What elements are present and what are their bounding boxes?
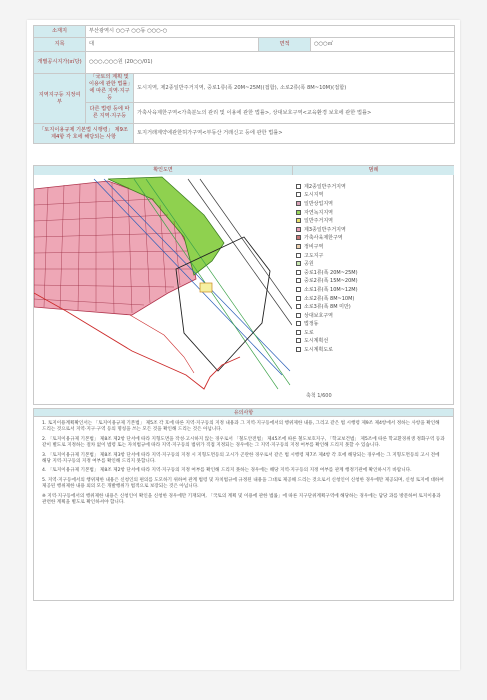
legend-label: 고도지구 (304, 252, 324, 259)
legend-label: 중로2류(폭 15M~20M) (304, 278, 358, 285)
legend-swatch (296, 278, 301, 283)
legend-swatch (296, 244, 301, 249)
legend-item (296, 320, 451, 329)
legend-item (296, 294, 451, 303)
land-info-table (33, 25, 455, 144)
legend-item (296, 199, 451, 208)
legend-item (296, 268, 451, 277)
map-section (33, 165, 454, 405)
legend-swatch (296, 270, 301, 275)
legend-swatch (296, 192, 301, 197)
legend-swatch (296, 201, 301, 206)
legend-swatch (296, 347, 301, 352)
legend-label: 소로3류(폭 8M 미만) (304, 304, 351, 311)
use-sub2-label: 다른 법령 등에 따른 지역·지구등 (86, 103, 134, 124)
note-paragraph: 3. 「토지이용규제 기본법」 제8조 제3항 단서에 따라 지역·지구등의 지정 시 지형도면등의 고시가 곤란한 경우로서 같은 법 시행령 제7조 제4항 각 호에 해당되는 경우에는 그 지형도면등의 고시 전에 해당 지역·지구등의 지정 여부를 확인해 드리지 못합니다. (42, 452, 440, 465)
legend-item (296, 311, 451, 320)
legend-label: 도시지역 (304, 192, 324, 199)
location-value: 부산광역시 ○○구 ○○동 ○○○-○ (86, 26, 455, 38)
regulation-label: 「토지이용규제 기본법 시행령」 제9조 제4항 각 호에 해당되는 사항 (34, 124, 134, 144)
cadastral-map (34, 175, 292, 404)
legend-swatch (296, 253, 301, 258)
area-label: 면적 (259, 38, 311, 52)
legend-item (296, 182, 451, 191)
location-label: 소재지 (34, 26, 86, 38)
legend-swatch (296, 210, 301, 215)
notes-section (33, 417, 454, 601)
price-label: 개별공시지가(㎡당) (34, 52, 86, 74)
legend-swatch (296, 313, 301, 318)
legend-item (296, 277, 451, 286)
legend-label: 도로 (304, 329, 314, 336)
note-paragraph: 1. 토지이용계획확인서는 「토지이용규제 기본법」 제5조 각 호에 따른 지역·지구등의 지정 내용과 그 지역·지구등에서의 행위제한 내용, 그리고 같은 법 시행령 제9조 제4항에서 정하는 사항을 확인해 드리는 것으로서 지역·지구·구역 등의 명칭을 쓰는 모든 것을 확인해 드리는 것은 아닙니다. (42, 421, 440, 433)
use-sub2-value: 가축사육제한구역<가축분뇨의 관리 및 이용에 관한 법률>, 상대보호구역<교육환경 보호에 관한 법률> (134, 103, 455, 124)
legend-label: 소로1류(폭 10M~12M) (304, 286, 358, 293)
legend-item (296, 234, 451, 243)
map-scale: 축척 1/600 (306, 393, 332, 399)
legend-item (296, 285, 451, 294)
legend-label: 제2종일반주거지역 (304, 183, 346, 190)
price-value: ○○○,○○○원 (20○○/01) (86, 52, 455, 74)
legend-item (296, 208, 451, 217)
legend (296, 182, 451, 354)
legend-swatch (296, 304, 301, 309)
legend-label: 도시계획선 (304, 338, 329, 345)
legend-item (296, 259, 451, 268)
legend-label: 일반주거지역 (304, 218, 333, 225)
legend-swatch (296, 227, 301, 232)
map-title: 확인도면 (34, 166, 292, 175)
document-sheet (27, 20, 460, 670)
use-sub1-label: 「국토의 계획 및 이용에 관한 법률」에 따른 지역·지구등 (86, 74, 134, 103)
legend-item (296, 328, 451, 337)
legend-swatch (296, 218, 301, 223)
legend-label: 상대보호구역 (304, 312, 333, 319)
legend-swatch (296, 296, 301, 301)
note-paragraph: ※ 지역·지구등에서의 행위제한 내용은 신청인이 확인을 신청한 경우에만 기재되며, 「국토의 계획 및 이용에 관한 법률」에 따른 지구단위계획구역에 해당하는 경우에는 담당 과를 방문하여 토지이용과 관련한 계획을 별도로 확인하셔야 합니다. (42, 493, 441, 506)
legend-item (296, 345, 451, 354)
note-paragraph: 2. 「토지이용규제 기본법」 제8조 제2항 단서에 따라 지형도면을 작성·고시하지 않는 경우로서 「철도안전법」 제45조에 따른 철도보호지구, 「학교보건법」 제5조에 따른 학교환경위생 정화구역 등과 같이 별도로 지정하는 절차 없이 법령 또는 자치법규에 따라 지역·지구등의 범위가 직접 지정되는 경우에는 그 지역·지구등의 지정 여부를 확인해 드리지 못할 수 있습니다. (42, 436, 445, 449)
legend-label: 중로1류(폭 20M~25M) (304, 269, 358, 276)
legend-swatch (296, 261, 301, 266)
legend-swatch (296, 287, 301, 292)
legend-swatch (296, 184, 301, 189)
legend-label: 법정동 (304, 321, 319, 328)
legend-item (296, 337, 451, 346)
legend-label: 가축사육제한구역 (304, 235, 343, 242)
notes-title: 유의사항 (33, 408, 454, 417)
legend-swatch (296, 235, 301, 240)
legend-label: 공원 (304, 261, 314, 268)
legend-label: 일반상업지역 (304, 200, 333, 207)
legend-title: 범례 (292, 166, 454, 175)
legend-item (296, 191, 451, 200)
note-paragraph: 4. 「토지이용규제 기본법」 제8조 제2항 단서에 따라 지역·지구등의 지정 여부를 확인해 드리지 못하는 경우에는 해당 지역·지구등의 지정 여부를 관계 행정기관에 확인하시기 바랍니다. (42, 468, 412, 474)
legend-item (296, 242, 451, 251)
legend-label: 자연녹지지역 (304, 209, 333, 216)
legend-swatch (296, 330, 301, 335)
legend-label: 제3종일반주거지역 (304, 226, 346, 233)
jimok-label: 지목 (34, 38, 86, 52)
legend-item (296, 216, 451, 225)
note-paragraph: 5. 지역·지구등에서의 행위제한 내용은 신청인의 편의를 도모하기 위하여 관계 법령 및 자치법규에 규정된 내용을 그대로 제공해 드리는 것으로서 신청인이 신청한 경우에만 제공되며, 신청 토지에 대하여 제공된 행위제한 내용 외의 모든 개발행위가 법적으로 보장되는 것은 아닙니다. (42, 477, 444, 490)
legend-item (296, 302, 451, 311)
jimok-value: 대 (86, 38, 259, 52)
legend-swatch (296, 321, 301, 326)
legend-label: 정비구역 (304, 243, 324, 250)
legend-label: 소로2류(폭 8M~10M) (304, 295, 355, 302)
subject-lot (200, 283, 212, 292)
legend-swatch (296, 338, 301, 343)
legend-label: 도시계획도로 (304, 347, 333, 354)
use-sub1-value: 도시지역, 제2종일반주거지역, 중로1류(폭 20M~25M)(접합), 소로2류(폭 8M~10M)(접합) (134, 74, 455, 103)
area-value: ○○○㎡ (311, 38, 455, 52)
use-label: 지역지구등 지정여부 (34, 74, 86, 124)
legend-item (296, 251, 451, 260)
regulation-value: 토지거래계약에관한허가구역<부동산 거래신고 등에 관한 법률> (134, 124, 455, 144)
legend-item (296, 225, 451, 234)
